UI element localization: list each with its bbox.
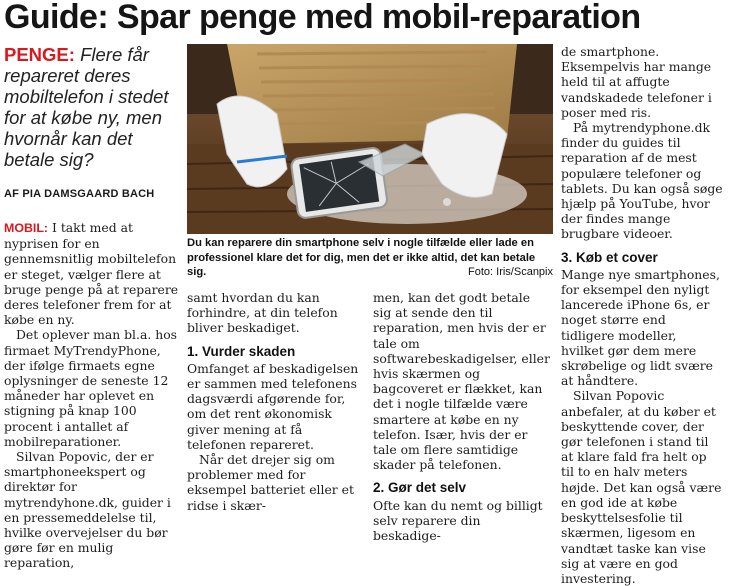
col1-text-1: I takt med at nyprisen for en gennemsnitlig mobiltelefon er steget, vælger flere at bruge penge på at reparere deres telefoner frem for at købe en ny. [4, 220, 179, 328]
caption-text: Du kan reparere din smartphone selv i nogle tilfælde eller lade en professionel klare det for dig, men det er ikke altid, det kan betale sig. [187, 237, 536, 279]
subheading-2: 2. Gør det selv [373, 480, 467, 496]
lead-kicker: PENGE: [4, 44, 75, 65]
col2-paragraph-3: Når det drejer sig om problemer med for eksempel batteriet eller et ridse i skær- [187, 452, 354, 513]
col1-paragraph-2: Det oplever man bl.a. hos firmaet MyTrendyPhone, der ifølge firmaets egne oplysninger de seneste 12 måneder har oplevet en stigning på knap 100 procent i antallet af mobilreparationer. [4, 327, 178, 449]
col4-paragraph-4: Silvan Popovic anbefaler, at du køber et beskyttende cover, der gør telefonen i stand til at klare fald fra helt op til to en halv meters højde. Det kan også være en god ide at købe beskyttelsesfolie til skærmen, ligesom en vandtæt taske kan vise sig at være en god investering. [561, 388, 722, 586]
photo-credit: Foto: Iris/Scanpix [468, 266, 553, 279]
subheading-1: 1. Vurder skaden [187, 343, 296, 359]
subheading-3: 3. Køb et cover [561, 249, 658, 265]
col1-paragraph-1 [4, 220, 180, 327]
col1-kicker: MOBIL: [4, 221, 49, 235]
col4-paragraph-1: de smartphone. Eksempelvis har mange held til at affugte vandskadede telefoner i poser med ris. [561, 44, 712, 120]
article-photo [187, 44, 553, 234]
col3-paragraph-2: Ofte kan du nemt og billigt selv reparere din beskadige- [373, 497, 543, 544]
lead-paragraph [4, 44, 182, 170]
article-column-3 [373, 290, 551, 543]
col2-paragraph-1: samt hvordan du kan forhindre, at din telefon bliver beskadiget. [187, 290, 338, 336]
article-column-4 [561, 44, 723, 586]
article-column-1 [4, 220, 180, 571]
article-column-2 [187, 290, 361, 513]
col4-paragraph-3: Mange nye smartphones, for eksempel den nyligt lancerede iPhone 6s, er noget større end tidligere modeller, hvilket gør dem mere skrøbelige og lidt svære at håndtere. [561, 266, 720, 389]
col1-paragraph-3: Silvan Popovic, der er smartphoneekspert og direktør for mytrendyhone.dk, guider i en pressemeddelelse til, hvilke overvejelser du bør gøre før en mulig reparation, [4, 449, 171, 571]
byline: AF PIA DAMSGAARD BACH [4, 188, 155, 200]
headline: Guide: Spar penge med mobil-reparation [4, 0, 641, 36]
col4-paragraph-2: På mytrendyphone.dk finder du guides til reparation af de mest populære telefoner og tablets. Du kan også søge hjælp på YouTube, hvor der findes mange brugbare videoer. [561, 120, 723, 242]
col2-paragraph-2: Omfanget af beskadigelsen er sammen med telefonens dagsværdi afgørende for, om det rent økonomisk giver mening at få telefonen repareret. [187, 360, 359, 452]
photo-caption [187, 236, 553, 280]
phone-repair-illustration [187, 44, 553, 234]
col3-paragraph-1: men, kan det godt betale sig at sende den til reparation, men hvis der er tale om softwarebeskadigelser, eller hvis skærmen og bagcoveret er flækket, kan det i nogle tilfælde være smartere at købe en ny telefon. Især, hvis der er tale om flere samtidige skader på telefonen. [373, 290, 550, 473]
lead-text: Flere får repareret deres mobiltelefon i stedet for at købe ny, men hvornår kan det betale sig? [4, 44, 169, 170]
